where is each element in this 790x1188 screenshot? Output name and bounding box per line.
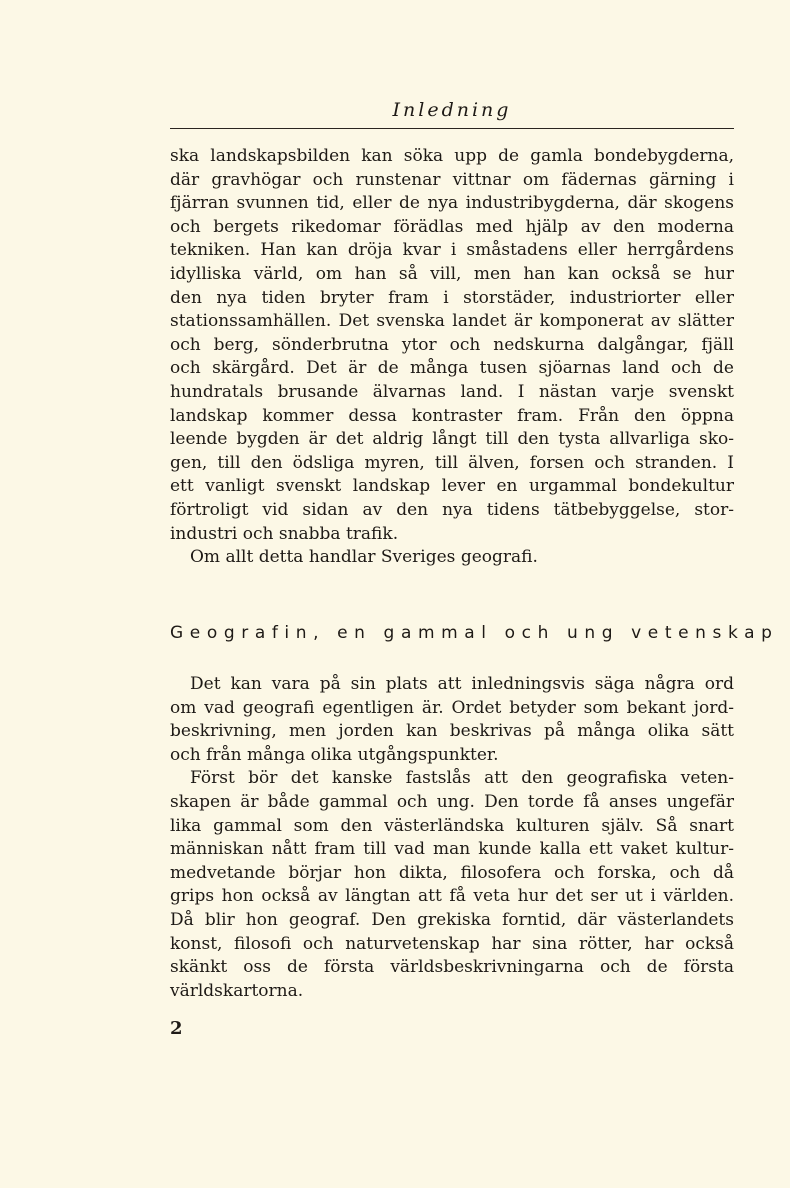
text-line: lika gammal som den västerländska kulturen själv. Så snart (170, 815, 734, 836)
text-line: idylliska värld, om han så vill, men han kan också se hur (170, 263, 734, 284)
text-line: om vad geografi egentligen är. Ordet betyder som bekant jord- (170, 697, 734, 718)
section-heading: Geografin, en gammal och ung vetenskap (170, 623, 779, 643)
text-line: landskap kommer dessa kontraster fram. Från den öppna (170, 405, 734, 426)
text-line: skapen är både gammal och ung. Den torde få anses ungefär (170, 791, 734, 812)
text-line: den nya tiden bryter fram i storstäder, industriorter eller (170, 287, 734, 308)
text-line: fjärran svunnen tid, eller de nya industribygderna, där skogens (170, 193, 734, 214)
text-line: grips hon också av längtan att få veta hur det ser ut i världen. (170, 886, 734, 907)
text-line: skänkt oss de första världsbeskrivningarna och de första (170, 957, 734, 978)
text-line: industri och snabba trafik. (170, 523, 399, 544)
body-text-section (170, 673, 734, 1003)
text-line: Först bör det kanske fastslås att den geografiska veten- (190, 768, 734, 789)
header-rule (170, 128, 734, 129)
page-number: 2 (170, 1018, 183, 1039)
text-line: Om allt detta handlar Sveriges geografi. (190, 547, 538, 568)
text-line: tekniken. Han kan dröja kvar i småstadens eller herrgårdens (170, 240, 734, 261)
body-text-opening (170, 145, 734, 570)
text-line: och berg, sönderbrutna ytor och nedskurna dalgångar, fjäll (170, 334, 734, 355)
text-line: ska landskapsbilden kan söka upp de gamla bondebygderna, (170, 146, 734, 166)
text-line: Då blir hon geograf. Den grekiska forntid, där västerlandets (170, 909, 734, 930)
text-line: beskrivning, men jorden kan beskrivas på många olika sätt (170, 721, 734, 742)
text-line: medvetande börjar hon dikta, filosofera och forska, och då (170, 862, 734, 883)
text-line: där gravhögar och runstenar vittnar om fädernas gärning i (170, 169, 734, 190)
text-line: och bergets rikedomar förädlas med hjälp av den moderna (170, 216, 734, 237)
text-line: och från många olika utgångspunkter. (170, 744, 499, 765)
text-line: stationssamhällen. Det svenska landet är komponerat av slätter (170, 311, 734, 332)
text-line: världskartorna. (170, 980, 304, 1001)
text-line: leende bygden är det aldrig långt till den tysta allvarliga sko- (170, 429, 734, 450)
text-line: konst, filosofi och naturvetenskap har sina rötter, har också (170, 933, 734, 954)
text-line: Det kan vara på sin plats att inledningsvis säga några ord (190, 674, 734, 694)
text-line: ett vanligt svenskt landskap lever en urgammal bondekultur (170, 476, 734, 497)
text-line: gen, till den ödsliga myren, till älven, forsen och stranden. I (170, 452, 734, 473)
text-line: förtroligt vid sidan av den nya tidens tätbebyggelse, stor- (170, 499, 734, 520)
text-line: människan nått fram till vad man kunde kalla ett vaket kultur- (170, 839, 734, 860)
text-line: hundratals brusande älvarnas land. I nästan varje svenskt (170, 381, 734, 402)
text-line: och skärgård. Det är de många tusen sjöarnas land och de (170, 358, 734, 379)
running-head: Inledning (392, 99, 512, 121)
